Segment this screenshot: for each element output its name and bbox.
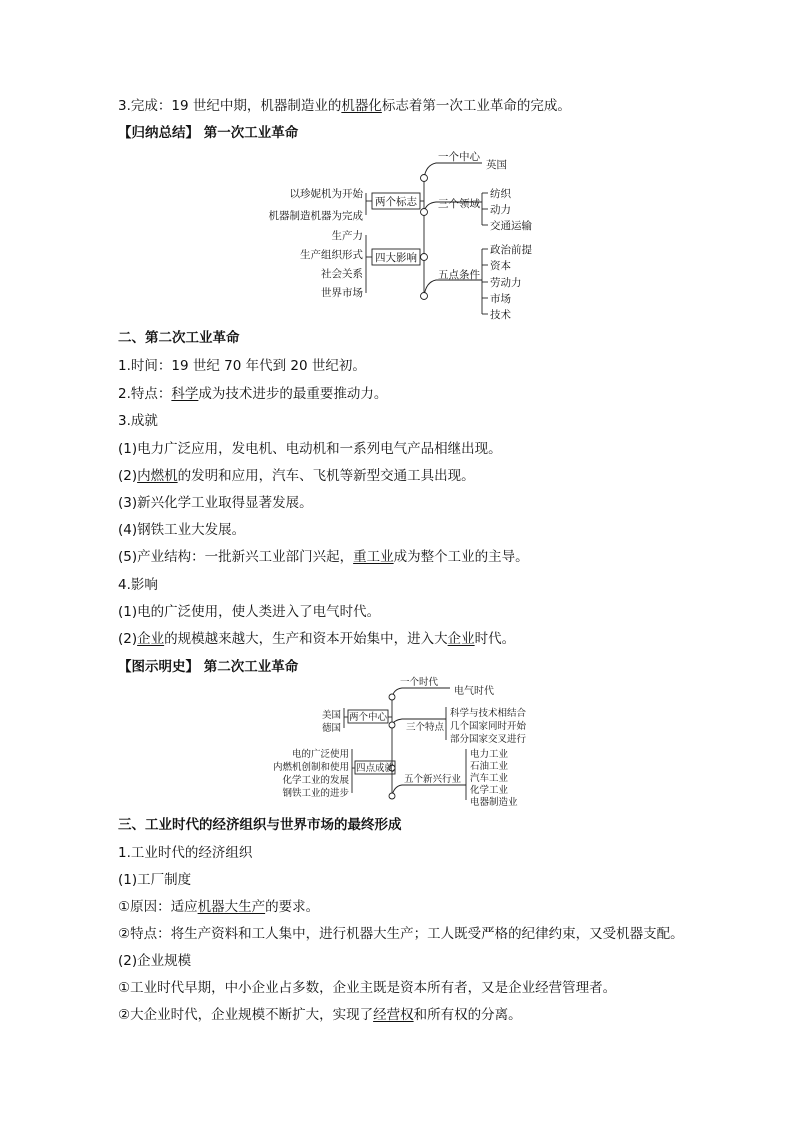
d2-industry: 电器制造业 [470,797,518,808]
achievement-4: (4)钢铁工业大发展。 [118,522,246,538]
factory-system-heading: (1)工厂制度 [118,872,192,888]
impact-heading: 4.影响 [118,577,158,593]
enterprise-early: ①工业时代早期，中小企业占多数，企业主既是资本所有者，又是企业经营管理者。 [118,980,617,996]
d2-era-label: 一个时代 [400,677,439,688]
achievement-1: (1)电力广泛应用，发电机、电动机和一系列电气产品相继出现。 [118,441,502,457]
d1-condition: 劳动力 [490,277,522,289]
d1-left2-item: 社会关系 [321,268,363,280]
d2-era-value: 电气时代 [454,686,494,697]
d2-feature: 部分国家交叉进行 [450,734,527,745]
d1-field: 交通运输 [490,220,532,232]
d1-fields-label: 三个领域 [438,198,480,210]
d2-achievements-label: 四点成就 [355,763,395,774]
summary-heading-2: 【图示明史】 第二次工业革命 [118,659,299,675]
achievement-5: (5)产业结构：一批新兴工业部门兴起，重工业成为整个工业的主导。 [118,549,529,565]
section-3-heading: 三、工业时代的经济组织与世界市场的最终形成 [118,817,402,833]
feature-line: 2.特点：科学成为技术进步的最重要推动力。 [118,386,388,402]
d2-industry: 汽车工业 [470,773,509,784]
factory-reason: ①原因：适应机器大生产的要求。 [118,899,320,915]
d2-industry: 电力工业 [470,749,509,760]
d1-condition: 政治前提 [490,244,532,256]
achievements-heading: 3.成就 [118,413,158,429]
d1-left1-item: 机器制造机器为完成 [268,210,363,222]
section-2-heading: 二、第二次工业革命 [118,330,240,346]
d2-feature: 几个国家同时开始 [450,721,527,732]
d2-industries-label: 五个新兴行业 [404,774,462,785]
d2-achievement: 电的广泛使用 [291,749,349,760]
d1-left1-item: 以珍妮机为开始 [289,188,363,200]
d1-left2-item: 世界市场 [321,287,363,299]
d2-feature: 科学与技术相结合 [450,708,527,719]
summary-heading-1: 【归纳总结】 第一次工业革命 [118,125,299,141]
enterprise-large: ②大企业时代，企业规模不断扩大，实现了经营权和所有权的分离。 [118,1007,522,1023]
d1-field: 动力 [490,204,511,216]
d2-achievement: 内燃机创制和使用 [272,762,349,773]
d2-industry: 化学工业 [470,785,509,796]
achievement-3: (3)新兴化学工业取得显著发展。 [118,495,313,511]
d1-condition: 技术 [490,309,511,321]
d1-left1-label: 两个标志 [375,196,417,208]
d2-achievement: 钢铁工业的进步 [282,788,349,799]
d1-condition: 资本 [490,260,511,272]
d2-center: 德国 [321,723,341,734]
d1-left2-label: 四大影响 [375,252,417,264]
achievement-2: (2)内燃机的发明和应用，汽车、飞机等新型交通工具出现。 [118,468,475,484]
factory-feature: ②特点：将生产资料和工人集中，进行机器大生产；工人既受严格的纪律约束，又受机器支配。 [118,926,684,942]
d1-left2-item: 生产组织形式 [300,249,363,261]
d2-features-label: 三个特点 [406,722,445,733]
impact-1: (1)电的广泛使用，使人类进入了电气时代。 [118,604,381,620]
d2-center: 美国 [321,710,341,721]
d1-condition: 市场 [490,293,511,305]
d1-field: 纺织 [490,188,511,200]
economic-org-heading: 1.工业时代的经济组织 [118,845,253,861]
completion-line: 3.完成：19 世纪中期，机器制造业的机器化标志着第一次工业革命的完成。 [118,98,571,114]
d2-achievement: 化学工业的发展 [282,775,349,786]
d1-left2-item: 生产力 [331,230,363,242]
enterprise-scale-heading: (2)企业规模 [118,953,192,969]
time-line: 1.时间：19 世纪 70 年代到 20 世纪初。 [118,358,366,374]
d2-industry: 石油工业 [470,761,509,772]
impact-2: (2)企业的规模越来越大，生产和资本开始集中，进入大企业时代。 [118,631,516,647]
d1-center-value: 英国 [486,159,507,171]
d2-centers-label: 两个中心 [348,712,388,723]
d1-conditions-label: 五点条件 [438,269,480,281]
d1-center-label: 一个中心 [438,151,480,163]
